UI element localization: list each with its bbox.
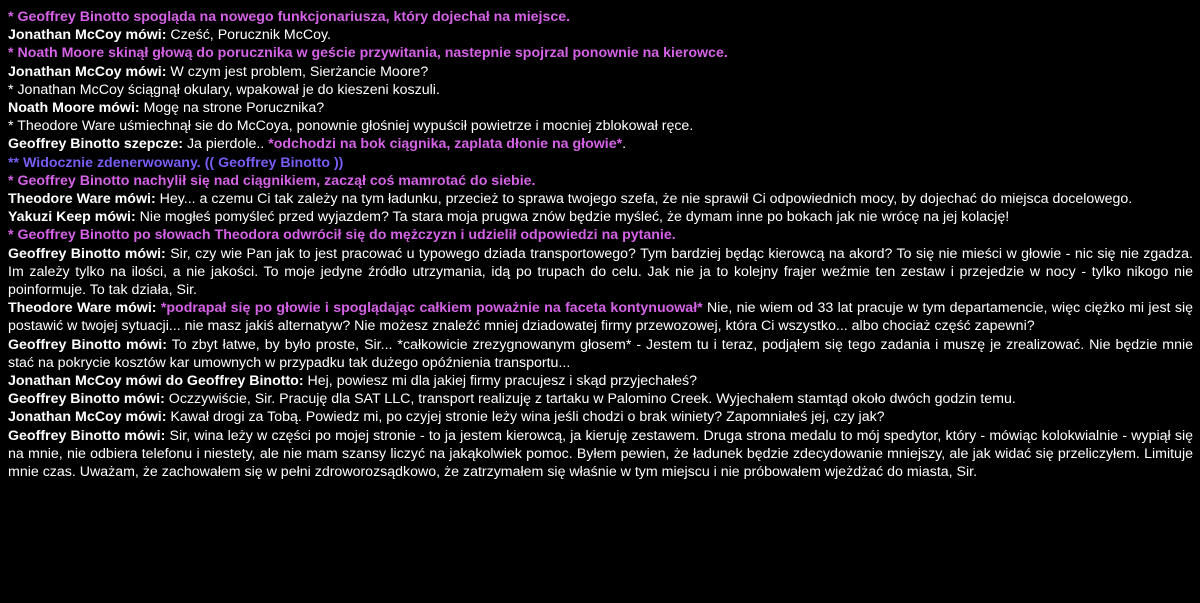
chat-line-say <box>8 372 1193 390</box>
chat-line-say <box>8 336 1193 372</box>
chat-line-me: * Noath Moore skinął głową do porucznika w geście przywitania, nastepnie spojrzal ponownie na kierowce. <box>8 45 728 62</box>
speaker-name: Yakuzi Keep mówi: <box>8 209 136 226</box>
chat-line-me: * Geoffrey Binotto po słowach Theodora odwrócił się do mężczyzn i udzielił odpowiedzi na pytanie. <box>8 227 676 244</box>
chat-message: Hej, powiesz mi dla jakiej firmy pracujesz i skąd przyjechałeś? <box>303 373 698 390</box>
chat-message: Mogę na strone Porucznika? <box>139 100 325 117</box>
chat-line-say <box>8 26 1193 44</box>
chat-line-do: * Theodore Ware uśmiechnął sie do McCoya, ponownie głośniej wypuścił powietrze i mocniej zblokował ręce. <box>8 118 694 135</box>
chat-message-tail: . <box>622 136 627 153</box>
speaker-name: Geoffrey Binotto mówi: <box>8 245 166 262</box>
chat-line-ooc: ** Widocznie zdenerwowany. (( Geoffrey Binotto )) <box>8 154 344 171</box>
inline-emote: *odchodzi na bok ciągnika, zaplata dłonie na głowie* <box>268 136 623 153</box>
speaker-name: Noath Moore mówi: <box>8 100 140 117</box>
chat-message-tail: Nie, nie wiem od 33 lat pracuje w tym departamencie, więc ciężko mi jest się postawić w twojej sytuacji... nie masz jakiś alternatyw? Nie możesz znaleźć mniej dziadowatej firmy przewozowej, która Ci wszystko... albo chociaż część zapewni? <box>8 300 1193 335</box>
chat-line-me: * Geoffrey Binotto nachylił się nad ciągnikiem, zaczął coś mamrotać do siebie. <box>8 172 536 189</box>
chat-line-say <box>8 63 1193 81</box>
chat-line-me: * Geoffrey Binotto spogląda na nowego funkcjonariusza, który dojechał na miejsce. <box>8 9 571 25</box>
chat-line-say <box>8 299 1193 335</box>
chat-line-say <box>8 408 1193 426</box>
chat-message: Cześć, Porucznik McCoy. <box>166 27 331 44</box>
chat-message: To zbyt łatwe, by było proste, Sir... *całkowicie zrezygnowanym głosem* - Jestem tu i teraz, podjąłem się tego zadania i muszę je zrealizować. Nie będzie mnie stać na pokrycie kosztów kar umownych w przypadku tak dużego opóźnienia transportu... <box>8 336 1193 371</box>
chat-line-say <box>8 245 1193 300</box>
speaker-name: Jonathan McCoy mówi: <box>8 409 167 426</box>
chat-line-say <box>8 99 1193 117</box>
chat-message: Hey... a czemu Ci tak zależy na tym ładunku, przecież to sprawa twojego szefa, że nie sprawił Ci odpowiednich mocy, by dojechać do miejsca docelowego. <box>155 191 1133 208</box>
chat-message: Oczzywiście, Sir. Pracuję dla SAT LLC, transport realizuję z tartaku w Palomino Creek. Wyjechałem stamtąd około dwóch godzin temu. <box>164 391 1016 408</box>
speaker-name: Geoffrey Binotto szepcze: <box>8 136 184 153</box>
speaker-name: Geoffrey Binotto mówi: <box>8 427 166 444</box>
speaker-name: Geoffrey Binotto mówi: <box>8 336 167 353</box>
chat-message: Nie mogłeś pomyśleć przed wyjazdem? Ta stara moja prugwa znów będzie myśleć, że dymam inne po bokach jak nie wrócę na jej kolację! <box>135 209 1010 226</box>
chat-line-say <box>8 390 1193 408</box>
speaker-name: Jonathan McCoy mówi: <box>8 27 167 44</box>
chat-line-whisper <box>8 135 1193 153</box>
speaker-name: Theodore Ware mówi: <box>8 300 157 317</box>
speaker-name: Jonathan McCoy mówi do Geoffrey Binotto: <box>8 373 304 390</box>
chat-message: Sir, czy wie Pan jak to jest pracować u typowego dziada transportowego? Tym bardziej będąc kierowcą na akord? To się nie mieści w głowie - nic się nie zgadza. Im zależy tylko na ilości, a nie jakości. To moje jedyne źródło utrzymania, idą po trupach do celu. Jak nie ja to kolejny frajer weźmie ten zestaw i przejedzie w nocy - tylko nikogo nie poinformuje. To tak działa, Sir. <box>8 245 1193 299</box>
chat-line-say <box>8 427 1193 482</box>
chat-message: W czym jest problem, Sierżancie Moore? <box>166 63 429 80</box>
speaker-name: Theodore Ware mówi: <box>8 191 156 208</box>
chat-message: Ja pierdole.. <box>183 136 269 153</box>
speaker-name: Jonathan McCoy mówi: <box>8 63 167 80</box>
inline-emote: *podrapał się po głowie i spoglądając całkiem poważnie na faceta kontynuował* <box>160 300 703 317</box>
chat-line-say <box>8 190 1193 208</box>
chat-line-say <box>8 208 1193 226</box>
chat-message: Sir, wina leży w części po mojej stronie - to ja jestem kierowcą, ja kieruję zestawem. Druga strona medalu to mój spedytor, który - mówiąc kolokwialnie - wypiął się na mnie, nie odbiera telefonu i niestety, ale nie mam szansy liczyć na jakąkolwiek pomoc. Byłem pewien, że ładunek będzie zdecydowanie mniejszy, ale jak widać się przeliczyłem. Limituje mnie czas. Uważam, że zachowałem się w pełni zdroworozsądkowo, że zatrzymałem się właśnie w tym miejscu i nie próbowałem wjeżdżać do miasta, Sir. <box>8 427 1193 481</box>
speaker-name: Geoffrey Binotto mówi: <box>8 391 165 408</box>
chat-line-do: * Jonathan McCoy ściągnął okulary, wpakował je do kieszeni koszuli. <box>8 81 440 98</box>
chat-message: Kawał drogi za Tobą. Powiedz mi, po czyjej stronie leży wina jeśli chodzi o brak winiety? Zapomniałeś jej, czy jak? <box>166 409 885 426</box>
